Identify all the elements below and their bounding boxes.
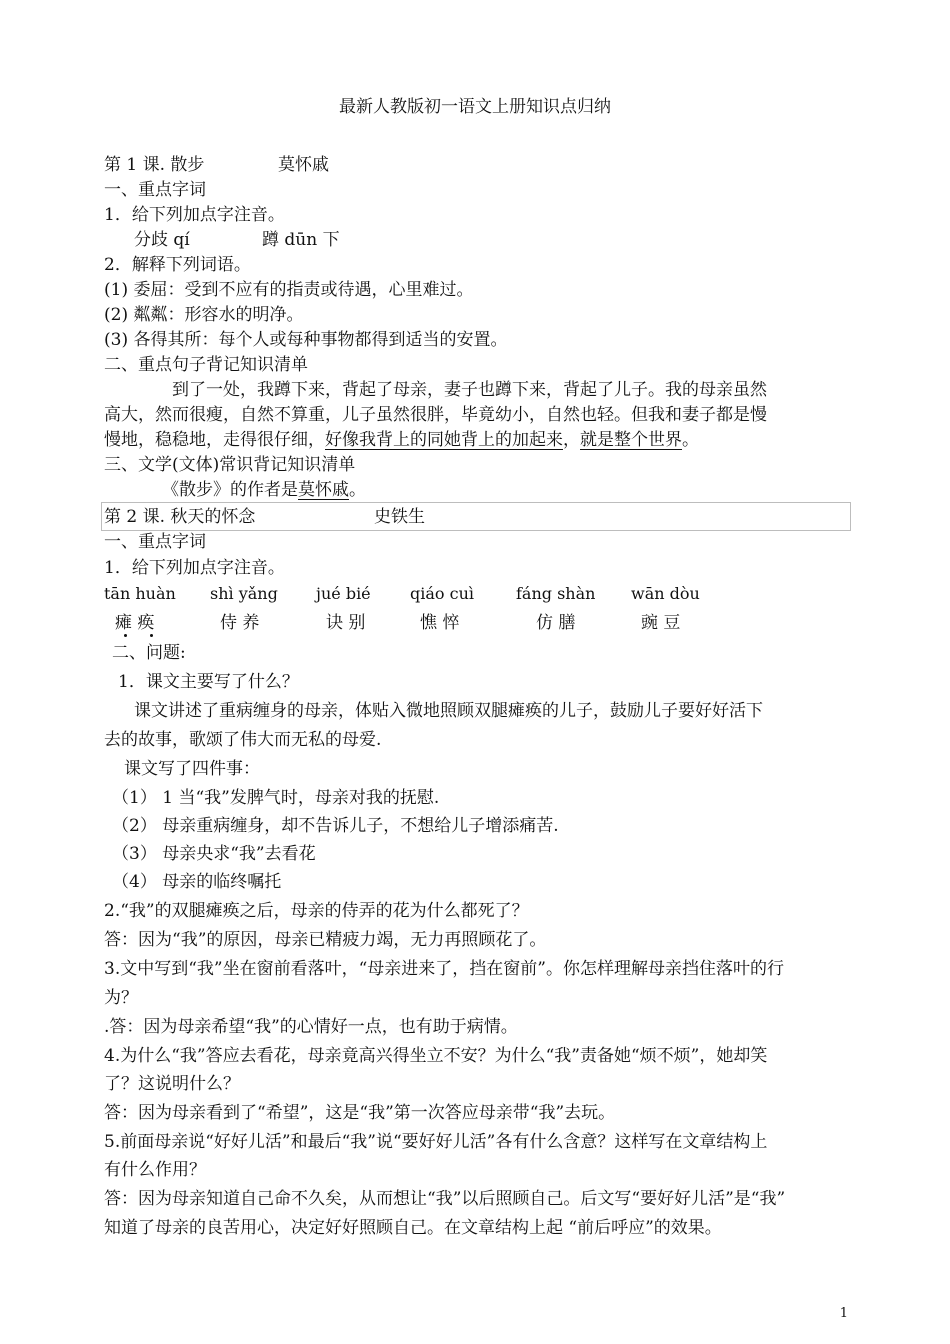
passage-text: ， bbox=[563, 430, 580, 450]
lesson2-four-events: 课文写了四件事： bbox=[124, 759, 260, 779]
passage-text: 慢地，稳稳地，走得很仔细， bbox=[104, 430, 325, 450]
note-text: 《散步》的作者是 bbox=[162, 480, 298, 500]
word-4: 憔 悴 bbox=[420, 613, 460, 633]
event-2: （2） 母亲重病缠身，却不告诉儿子，不想给儿子增添痛苦. bbox=[112, 816, 559, 836]
lesson1-definition-3: (3) 各得其所：每个人或每种事物都得到适当的安置。 bbox=[104, 330, 508, 350]
lesson1-section-1: 一、重点字词 bbox=[104, 180, 206, 200]
question-3-line-1: 3.文中写到“我”坐在窗前看落叶，“母亲进来了，挡在窗前”。你怎样理解母亲挡住落叶的行 bbox=[104, 959, 784, 979]
lesson2-section-2: 二、问题: bbox=[112, 643, 186, 663]
lesson1-heading bbox=[104, 153, 329, 177]
lesson1-passage-line-2: 高大，然而很瘦，自然不算重，儿子虽然很胖，毕竟幼小，自然也轻。但我和妻子都是慢 bbox=[104, 405, 767, 425]
pinyin-2: shì yǎng bbox=[210, 584, 278, 603]
lesson2-author: 史铁生 bbox=[374, 507, 425, 527]
event-4: （4） 母亲的临终嘱托 bbox=[112, 872, 282, 892]
emphasis-dot bbox=[124, 634, 127, 637]
question-5-line-2: 有什么作用？ bbox=[104, 1160, 206, 1180]
answer-5-line-2: 知道了母亲的良苦用心，决定好好照顾自己。在文章结构上起 “前后呼应”的效果。 bbox=[104, 1218, 722, 1238]
answer-2: 答：因为“我”的原因，母亲已精疲力竭，无力再照顾花了。 bbox=[104, 930, 547, 950]
passage-text: 。 bbox=[682, 430, 699, 450]
answer-4: 答：因为母亲看到了“希望”，这是“我”第一次答应母亲带“我”去玩。 bbox=[104, 1103, 616, 1123]
lesson1-author-note bbox=[162, 478, 366, 502]
event-3: （3） 母亲央求“我”去看花 bbox=[112, 844, 316, 864]
page-number: 1 bbox=[839, 1306, 848, 1321]
lesson1-pinyin-1: 分歧 qí bbox=[134, 230, 190, 250]
lesson1-title: 第 1 课. 散步 bbox=[104, 155, 205, 175]
lesson1-passage-line-3 bbox=[104, 428, 699, 452]
pinyin-3: jué bié bbox=[316, 584, 371, 603]
word-5: 仿 膳 bbox=[536, 613, 576, 633]
document-title: 最新人教版初一语文上册知识点归纳 bbox=[339, 97, 611, 117]
lesson1-question-1: 1．给下列加点字注音。 bbox=[104, 205, 285, 225]
question-2: 2.“我”的双腿瘫痪之后，母亲的侍弄的花为什么都死了？ bbox=[104, 901, 529, 921]
lesson1-question-2: 2．解释下列词语。 bbox=[104, 255, 251, 275]
answer-5-line-1: 答：因为母亲知道自己命不久矣，从而想让“我”以后照顾自己。后文写“要好好儿活”是“我” bbox=[104, 1189, 786, 1209]
lesson1-definition-2: (2) 粼粼：形容水的明净。 bbox=[104, 305, 304, 325]
lesson1-author: 莫怀戚 bbox=[278, 155, 329, 175]
pinyin-5: fáng shàn bbox=[516, 584, 596, 603]
question-3-line-2: 为？ bbox=[104, 988, 138, 1008]
word-3: 诀 别 bbox=[326, 613, 366, 633]
pinyin-4: qiáo cuì bbox=[410, 584, 474, 603]
lesson2-answer-a-line-1: 课文讲述了重病缠身的母亲，体贴入微地照顾双腿瘫痪的儿子，鼓励儿子要好好活下 bbox=[134, 701, 763, 721]
question-4-line-1: 4.为什么“我”答应去看花，母亲竟高兴得坐立不安？为什么“我”责备她“烦不烦”，她却笑 bbox=[104, 1046, 768, 1066]
lesson2-heading bbox=[104, 505, 425, 529]
lesson2-question-1: 1．给下列加点字注音。 bbox=[104, 558, 285, 578]
lesson1-passage-line-1: 到了一处，我蹲下来，背起了母亲，妻子也蹲下来，背起了儿子。我的母亲虽然 bbox=[172, 380, 767, 400]
underlined-phrase: 好像我背上的同她背上的加起来 bbox=[325, 430, 563, 450]
underlined-author: 莫怀戚 bbox=[298, 480, 349, 500]
word-1: 瘫 痪 bbox=[115, 613, 155, 633]
lesson2-section-1: 一、重点字词 bbox=[104, 532, 206, 552]
lesson2-answer-a-line-2: 去的故事，歌颂了伟大而无私的母爱. bbox=[104, 730, 382, 750]
word-2: 侍 养 bbox=[220, 613, 260, 633]
answer-3: .答：因为母亲希望“我”的心情好一点，也有助于病情。 bbox=[104, 1017, 518, 1037]
question-5-line-1: 5.前面母亲说“好好儿活”和最后“我”说“要好好儿活”各有什么含意？这样写在文章结构上 bbox=[104, 1132, 768, 1152]
lesson2-title: 第 2 课. 秋天的怀念 bbox=[104, 507, 256, 527]
lesson2-q-a: 1．课文主要写了什么？ bbox=[118, 672, 299, 692]
word-6: 豌 豆 bbox=[641, 613, 681, 633]
event-1: （1） 1 当“我”发脾气时，母亲对我的抚慰. bbox=[112, 788, 440, 808]
lesson1-pinyin-2: 蹲 dūn 下 bbox=[262, 230, 340, 250]
note-text: 。 bbox=[349, 480, 366, 500]
emphasis-dot bbox=[150, 634, 153, 637]
pinyin-1: tān huàn bbox=[104, 584, 176, 603]
underlined-phrase: 就是整个世界 bbox=[580, 430, 682, 450]
question-4-line-2: 了？这说明什么？ bbox=[104, 1074, 240, 1094]
lesson1-definition-1: (1) 委屈：受到不应有的指责或待遇，心里难过。 bbox=[104, 280, 474, 300]
lesson1-section-2: 二、重点句子背记知识清单 bbox=[104, 355, 308, 375]
lesson1-section-3: 三、文学(文体)常识背记知识清单 bbox=[104, 455, 356, 475]
pinyin-6: wān dòu bbox=[631, 584, 700, 603]
